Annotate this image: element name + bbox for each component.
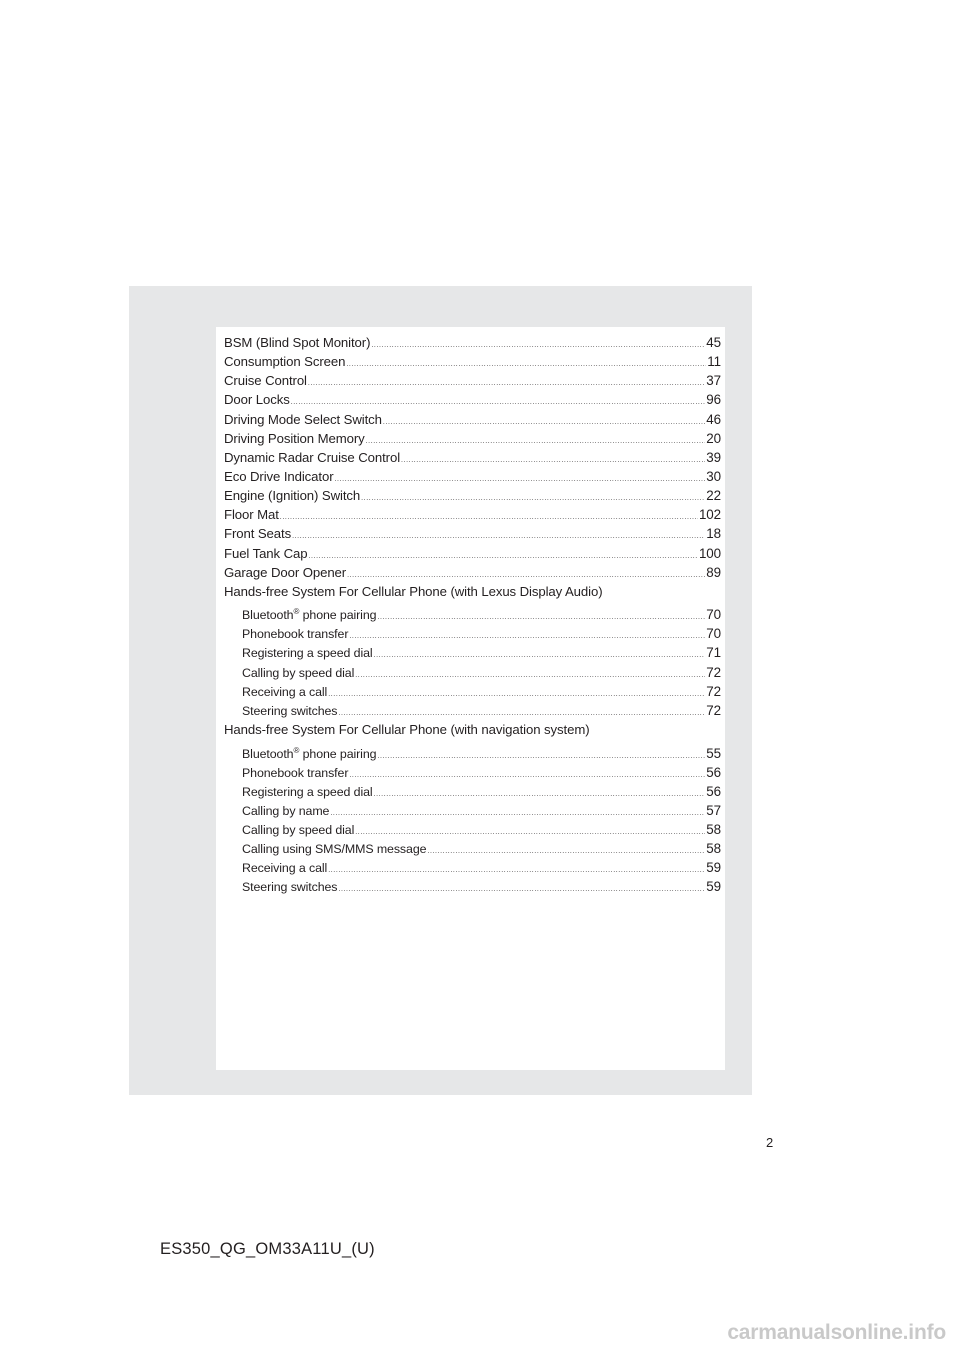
index-subentry[interactable] <box>224 740 721 763</box>
index-entry-label: Door Locks <box>224 392 290 408</box>
index-subentry-label: Phonebook transfer <box>242 627 349 642</box>
index-subentry-label: Receiving a call <box>242 684 328 699</box>
index-entry[interactable] <box>224 352 721 371</box>
index-entry-page: 30 <box>706 468 721 484</box>
watermark-text: carmanualsonline.info <box>727 1321 946 1344</box>
bluetooth-label: Bluetooth <box>242 608 294 623</box>
index-subentry[interactable] <box>224 682 721 701</box>
index-subentry-page: 59 <box>706 879 721 895</box>
index-entry-label: Dynamic Radar Cruise Control <box>224 449 401 465</box>
index-entry[interactable] <box>224 467 721 486</box>
index-entry-page: 20 <box>706 430 721 446</box>
index-subentry-page: 56 <box>706 783 721 799</box>
index-entry[interactable] <box>224 486 721 505</box>
index-entry-page: 37 <box>706 373 721 389</box>
index-subentry-label: Calling by speed dial <box>242 665 355 680</box>
index-subentry-page: 72 <box>706 664 721 680</box>
index-entry[interactable] <box>224 390 721 409</box>
index-subentry[interactable] <box>224 839 721 858</box>
index-subentry-page: 71 <box>706 645 721 661</box>
index-subentry[interactable] <box>224 782 721 801</box>
index-entry[interactable] <box>224 563 721 582</box>
index-subentry[interactable] <box>224 763 721 782</box>
index-list <box>224 333 721 897</box>
index-entry-page: 102 <box>698 507 721 523</box>
dot-leader <box>374 646 706 665</box>
index-entry-page: 22 <box>706 488 721 504</box>
dot-leader <box>335 470 706 489</box>
registered-mark: ® <box>293 607 300 617</box>
index-subentry[interactable] <box>224 624 721 643</box>
index-subentry[interactable] <box>224 801 721 820</box>
index-entry-label: Cruise Control <box>224 373 307 389</box>
dot-leader <box>309 547 698 566</box>
index-entry-label: Engine (Ignition) Switch <box>224 488 361 504</box>
index-entry-page: 89 <box>706 564 721 580</box>
index-entry-label: Garage Door Opener <box>224 564 347 580</box>
index-subentry-page: 56 <box>706 764 721 780</box>
index-entry[interactable] <box>224 505 721 524</box>
index-subentry-label: Registering a speed dial <box>242 784 373 799</box>
index-entry[interactable] <box>224 448 721 467</box>
index-entry[interactable] <box>224 410 721 429</box>
index-entry-page: 18 <box>706 526 721 542</box>
index-subentry-page: 59 <box>706 860 721 876</box>
index-subentry[interactable] <box>224 643 721 662</box>
index-entry-page: 46 <box>706 411 721 427</box>
dot-leader <box>355 666 705 685</box>
index-subentry[interactable] <box>224 820 721 839</box>
index-entry-page: 96 <box>706 392 721 408</box>
dot-leader <box>280 508 698 527</box>
dot-leader <box>346 355 706 374</box>
index-subentry-page: 55 <box>706 745 721 761</box>
index-subentry-label: Registering a speed dial <box>242 646 373 661</box>
dot-leader <box>349 627 705 646</box>
dot-leader <box>366 432 706 451</box>
index-entry[interactable] <box>224 544 721 563</box>
dot-leader <box>308 374 705 393</box>
dot-leader <box>338 880 705 899</box>
index-subentry-label: Calling by name <box>242 803 330 818</box>
index-subentry[interactable] <box>224 601 721 624</box>
index-subentry-label: Steering switches <box>242 703 338 718</box>
index-entry-label: BSM (Blind Spot Monitor) <box>224 335 371 350</box>
bluetooth-suffix: phone pairing <box>299 608 377 623</box>
index-subentry[interactable] <box>224 701 721 720</box>
index-entry-page: 39 <box>706 449 721 465</box>
index-group-heading-label: Hands-free System For Cellular Phone (with navigation system) <box>224 722 590 738</box>
index-subentry-label: Steering switches <box>242 880 338 895</box>
index-subentry-page: 70 <box>706 626 721 642</box>
index-entry[interactable] <box>224 333 721 352</box>
dot-leader <box>330 804 705 823</box>
index-subentry-page: 72 <box>706 683 721 699</box>
index-group-heading-label: Hands-free System For Cellular Phone (with Lexus Display Audio) <box>224 583 603 599</box>
index-entry[interactable] <box>224 371 721 390</box>
index-subentry-label: Phonebook transfer <box>242 765 349 780</box>
bluetooth-label: Bluetooth <box>242 746 294 761</box>
registered-mark: ® <box>293 745 300 755</box>
dot-leader <box>427 842 705 861</box>
index-entry[interactable] <box>224 429 721 448</box>
index-entry[interactable] <box>224 524 721 543</box>
index-entry-label: Fuel Tank Cap <box>224 545 308 561</box>
dot-leader <box>371 336 705 355</box>
index-entry-label: Driving Mode Select Switch <box>224 411 382 427</box>
index-subentry-page: 58 <box>706 841 721 857</box>
dot-leader <box>292 527 705 546</box>
dot-leader <box>361 489 705 508</box>
index-subentry-page: 57 <box>706 802 721 818</box>
index-entry-label: Consumption Screen <box>224 354 346 370</box>
page-number: 2 <box>766 1135 774 1150</box>
index-entry-page: 100 <box>698 545 721 561</box>
index-entry-label: Floor Mat <box>224 507 279 523</box>
dot-leader <box>328 861 705 880</box>
index-subentry-label: Receiving a call <box>242 861 328 876</box>
document-code: ES350_QG_OM33A11U_(U) <box>160 1240 375 1258</box>
dot-leader <box>383 413 705 432</box>
index-subentry-label: Calling by speed dial <box>242 822 355 837</box>
index-entry-label: Eco Drive Indicator <box>224 468 334 484</box>
dot-leader <box>401 451 705 470</box>
index-entry-label: Driving Position Memory <box>224 430 365 446</box>
index-entry-page: 11 <box>707 354 721 370</box>
index-subentry-page: 72 <box>706 702 721 718</box>
dot-leader <box>374 785 706 804</box>
index-subentry[interactable] <box>224 858 721 877</box>
index-subentry-page: 70 <box>706 607 721 623</box>
index-subentry-page: 58 <box>706 821 721 837</box>
index-subentry[interactable] <box>224 877 721 896</box>
bluetooth-suffix: phone pairing <box>299 746 377 761</box>
dot-leader <box>328 685 705 704</box>
index-entry-page: 45 <box>706 335 721 350</box>
index-subentry[interactable] <box>224 663 721 682</box>
index-entry-label: Front Seats <box>224 526 292 542</box>
index-subentry-label: Calling using SMS/MMS message <box>242 842 427 857</box>
dot-leader <box>349 766 705 785</box>
